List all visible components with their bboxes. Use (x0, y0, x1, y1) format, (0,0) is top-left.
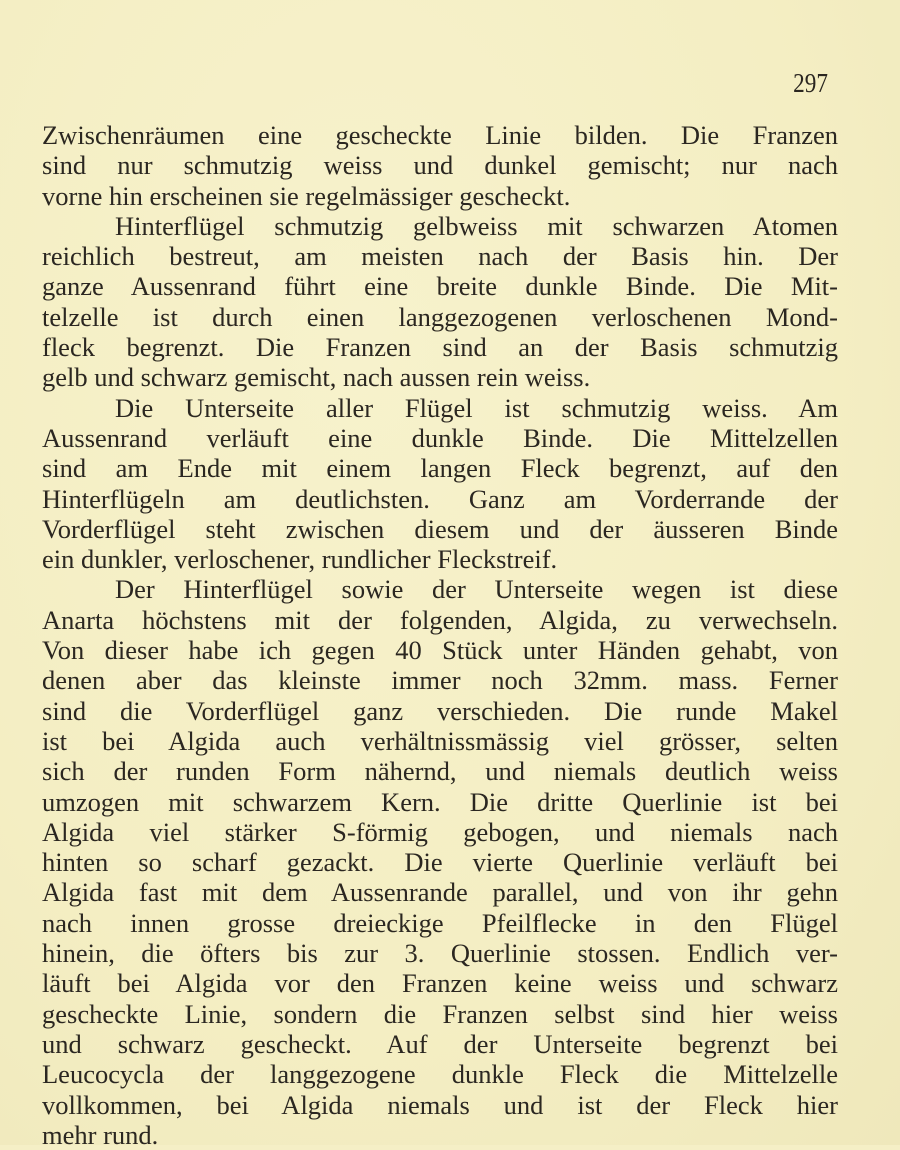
text-line: nach innen grosse dreieckige Pfeilflecke in den Flügel (42, 907, 838, 938)
text-line: Von dieser habe ich gegen 40 Stück unter Händen gehabt, von (42, 635, 838, 666)
text-line: Leucocycla der langgezogene dunkle Fleck die Mittelzelle (42, 1059, 838, 1090)
page-number: 297 (793, 68, 828, 98)
text-line: läuft bei Algida vor den Franzen keine weiss und schwarz (42, 968, 838, 999)
text-line: Aussenrand verläuft eine dunkle Binde. Die Mittelzellen (42, 422, 838, 453)
text-line: Algida viel stärker S-förmig gebogen, und niemals nach (42, 816, 838, 847)
text-line: vollkommen, bei Algida niemals und ist der Fleck hier (42, 1089, 838, 1120)
text-line: Hinterflügel schmutzig gelbweiss mit schwarzen Atomen (115, 210, 838, 241)
text-line: Der Hinterflügel sowie der Unterseite wegen ist diese (115, 574, 838, 605)
text-line: umzogen mit schwarzem Kern. Die dritte Querlinie ist bei (42, 786, 838, 817)
text-line: hinten so scharf gezackt. Die vierte Querlinie verläuft bei (42, 847, 838, 878)
text-line: Zwischenräumen eine gescheckte Linie bilden. Die Franzen (42, 120, 838, 150)
text-line: ein dunkler, verloschener, rundlicher Fleckstreif. (42, 544, 558, 575)
text-line: sich der runden Form nähernd, und niemals deutlich weiss (42, 756, 838, 787)
text-line: ganze Aussenrand führt eine breite dunkle Binde. Die Mit- (42, 271, 838, 302)
text-line: sind die Vorderflügel ganz verschieden. Die runde Makel (42, 695, 838, 726)
text-line: fleck begrenzt. Die Franzen sind an der Basis schmutzig (42, 332, 838, 363)
text-line: denen aber das kleinste immer noch 32mm. mass. Ferner (42, 665, 838, 696)
text-line: telzelle ist durch einen langgezogenen verloschenen Mond- (42, 301, 838, 332)
text-line: Hinterflügeln am deutlichsten. Ganz am Vorderrande der (42, 483, 838, 514)
text-line: hinein, die öfters bis zur 3. Querlinie stossen. Endlich ver- (42, 938, 838, 969)
text-line: und schwarz gescheckt. Auf der Unterseite begrenzt bei (42, 1028, 838, 1059)
text-line: sind am Ende mit einem langen Fleck begrenzt, auf den (42, 453, 838, 484)
text-line: Vorderflügel steht zwischen diesem und der äusseren Binde (42, 513, 838, 544)
text-line: gescheckte Linie, sondern die Franzen selbst sind hier weiss (42, 998, 838, 1029)
text-line: Anarta höchstens mit der folgenden, Algida, zu verwechseln. (42, 604, 838, 635)
text-line: vorne hin erscheinen sie regelmässiger gescheckt. (42, 180, 571, 211)
text-line: sind nur schmutzig weiss und dunkel gemischt; nur nach (42, 150, 838, 181)
text-line: mehr rund. (42, 1119, 159, 1150)
text-line: Die Unterseite aller Flügel ist schmutzig weiss. Am (115, 392, 838, 423)
body-text (42, 120, 838, 1150)
text-line: gelb und schwarz gemischt, nach aussen rein weiss. (42, 362, 591, 393)
text-line: reichlich bestreut, am meisten nach der Basis hin. Der (42, 241, 838, 272)
text-line: ist bei Algida auch verhältnissmässig viel grösser, selten (42, 725, 838, 756)
text-line: Algida fast mit dem Aussenrande parallel, und von ihr gehn (42, 877, 838, 908)
